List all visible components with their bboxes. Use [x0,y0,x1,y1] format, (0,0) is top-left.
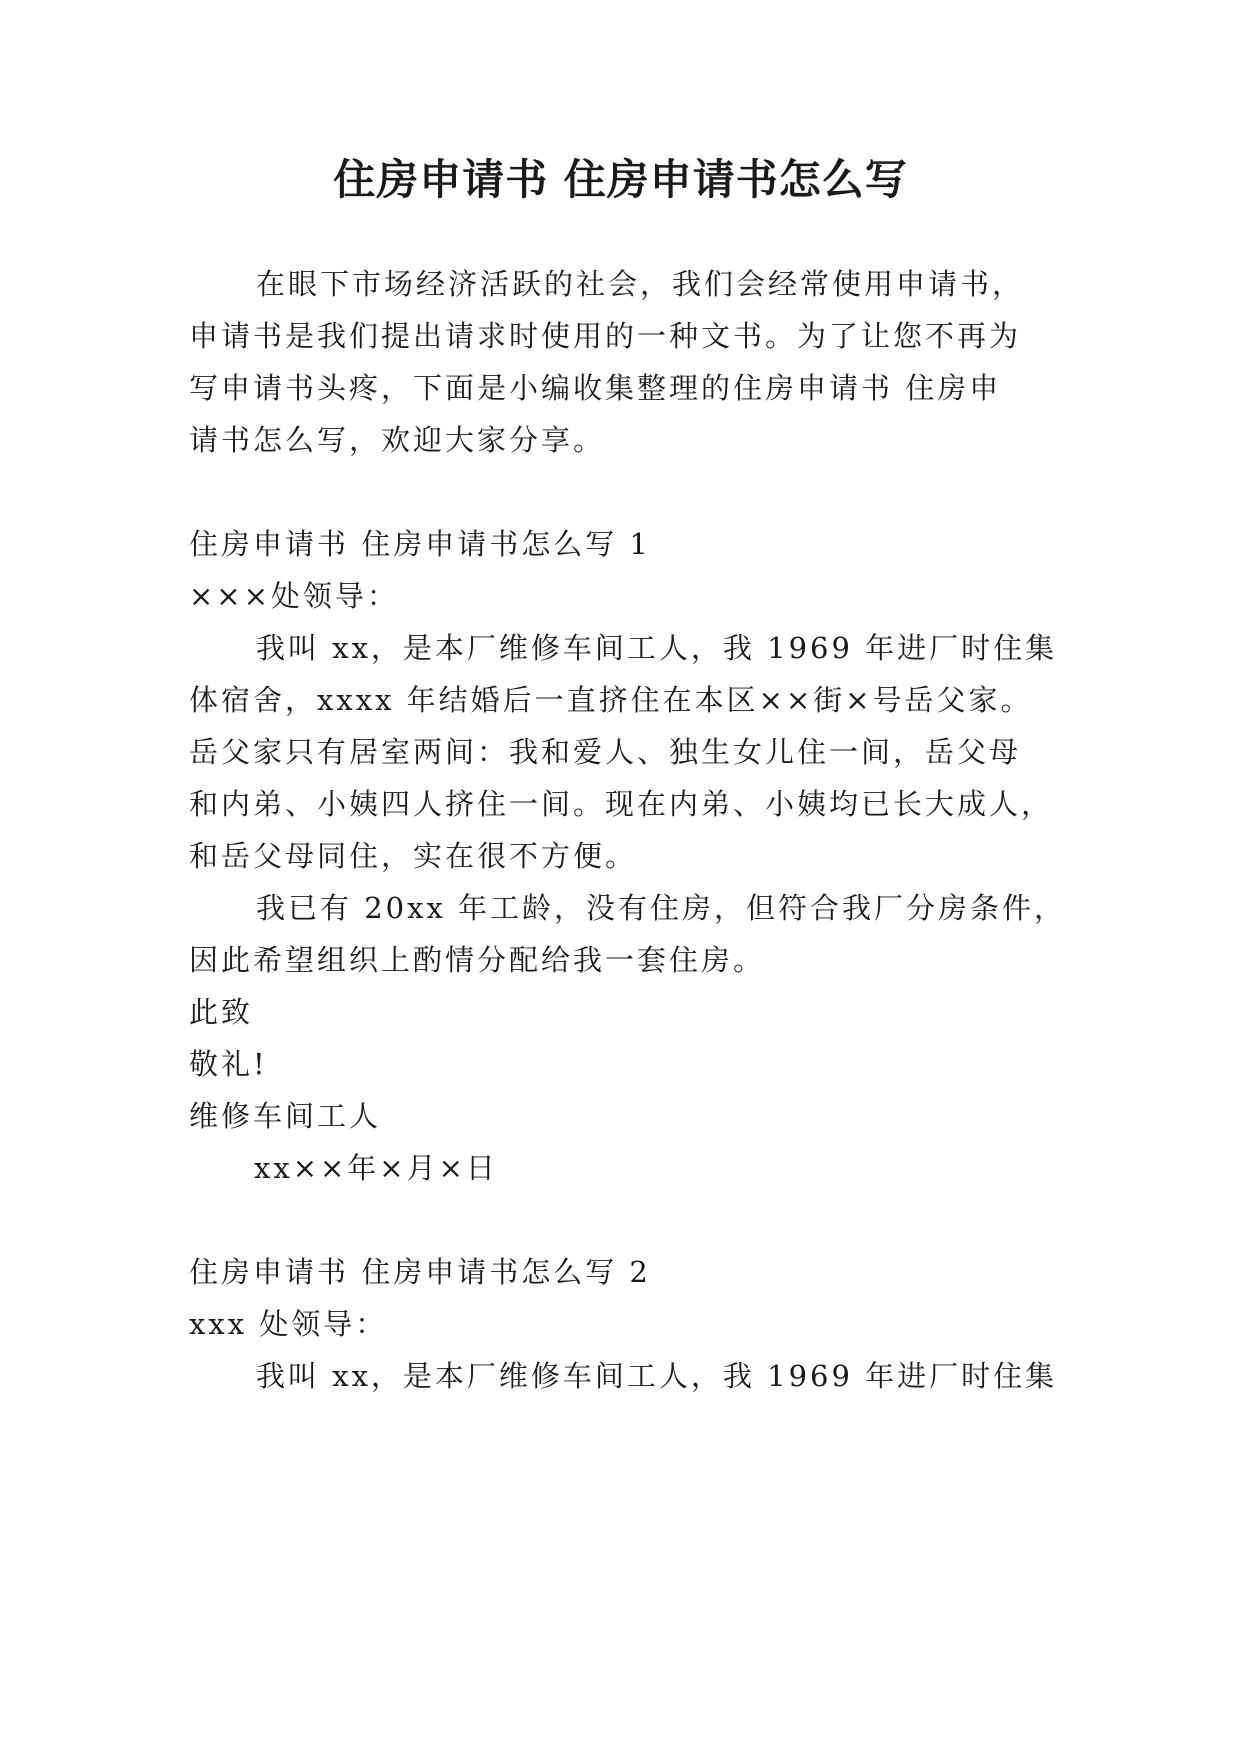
section-1-closing-1: 此致 [189,995,254,1029]
section-1-signature: 维修车间工人 [189,1099,382,1133]
intro-line-1: 在眼下市场经济活跃的社会，我们会经常使用申请书， [256,267,1025,301]
section-1-body-line-3: 岳父家只有居室两间：我和爱人、独生女儿住一间，岳父母 [189,735,1022,769]
section-2-heading: 住房申请书 住房申请书怎么写 2 [189,1255,651,1289]
section-1-closing-2: 敬礼! [189,1047,268,1081]
section-1-body-line-4: 和内弟、小姨四人挤住一间。现在内弟、小姨均已长大成人， [189,787,1054,821]
section-1-body-line-5: 和岳父母同住，实在很不方便。 [189,839,638,873]
intro-line-3: 写申请书头疼，下面是小编收集整理的住房申请书 住房申 [189,371,1002,405]
section-2-salutation: xxx 处领导： [189,1307,388,1341]
section-1-body-line-1: 我叫 xx，是本厂维修车间工人，我 1969 年进厂时住集 [256,631,1058,665]
intro-line-4: 请书怎么写，欢迎大家分享。 [189,423,606,457]
section-1-body-line-7: 因此希望组织上酌情分配给我一套住房。 [189,943,766,977]
section-2-body-line-1: 我叫 xx，是本厂维修车间工人，我 1969 年进厂时住集 [256,1359,1058,1393]
section-1-heading: 住房申请书 住房申请书怎么写 1 [189,527,651,561]
section-1-date: xx××年×月×日 [254,1151,498,1185]
intro-line-2: 申请书是我们提出请求时使用的一种文书。为了让您不再为 [189,319,1022,353]
section-1-body-line-2: 体宿舍，xxxx 年结婚后一直挤住在本区××街×号岳父家。 [189,683,1033,717]
section-1-body-line-6: 我已有 20xx 年工龄，没有住房，但符合我厂分房条件， [256,891,1067,925]
document-title: 住房申请书 住房申请书怎么写 [333,155,908,204]
section-1-salutation: ×××处领导： [189,579,399,613]
